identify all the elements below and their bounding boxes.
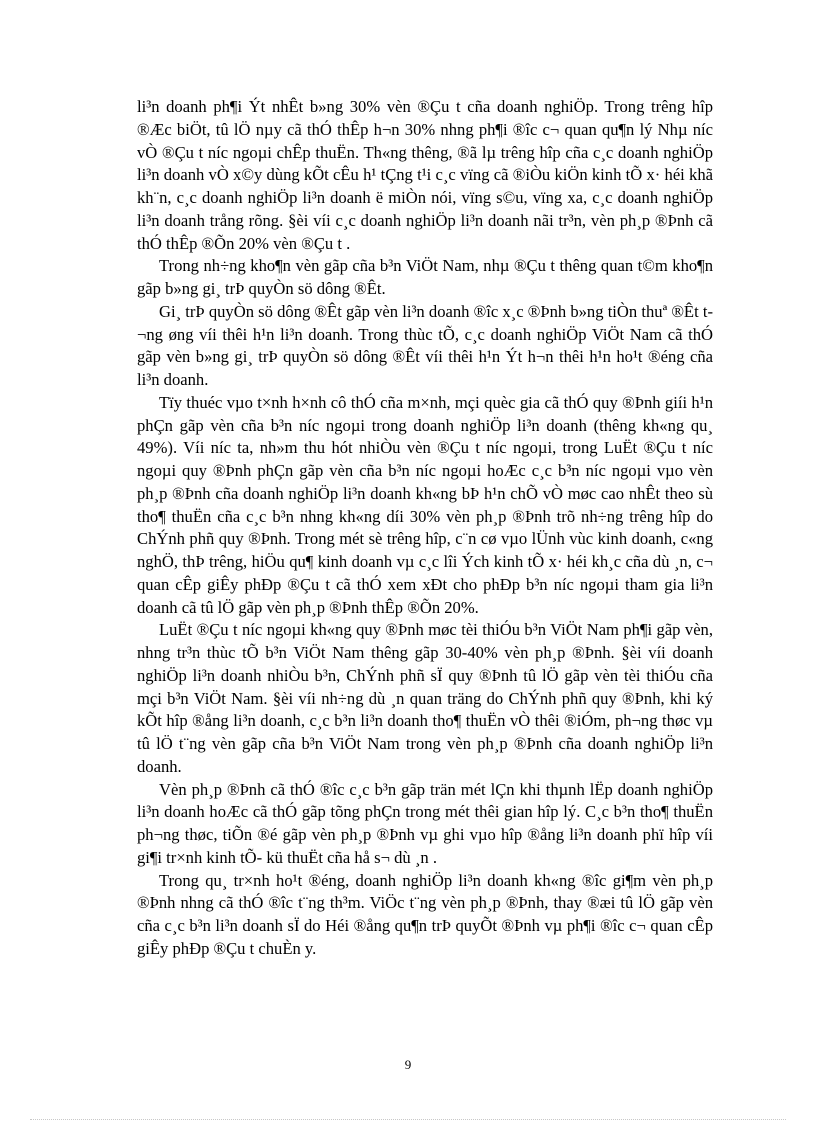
paragraph-5: LuËt ®Çu t níc ngoµi kh«ng quy ®Þnh møc tèi thiÓu b³n ViÖt Nam ph¶i gãp vèn, nhng tr³n thùc tÕ b³n ViÖt Nam thêng gãp 30-40% vèn ph¸p ®Þnh. §èi víi doanh nghiÖp li³n doanh nhiÒu b³n, ChÝnh phñ sÏ quy ®Þnh tû lÖ gãp vèn tèi thiÓu cña mçi b³n ViÖt Nam. §èi víi nh÷ng dù ¸n quan träng do ChÝnh phñ quy ®Þnh, khi ký kÕt hîp ®ång li³n doanh, c¸c b³n li³n doanh tho¶ thuËn vÒ thêi ®iÓm, ph¬ng thøc vµ tû lÖ t¨ng vèn gãp cña b³n ViÖt Nam trong vèn ph¸p ®Þnh cña doanh nghiÖp li³n doanh. bbox=[137, 620, 713, 776]
paragraph-6: Vèn ph¸p ®Þnh cã thÓ ®îc c¸c b³n gãp trän mét lÇn khi thµnh lËp doanh nghiÖp li³n doanh hoÆc cã thÓ gãp tõng phÇn trong mét thêi gian hîp lý. C¸c b³n tho¶ thuËn ph¬ng thøc, tiÕn ®é gãp vèn ph¸p ®Þnh vµ ghi vµo hîp ®ång li³n doanh phï hîp víi gi¶i tr×nh kinh tÕ- kü thuËt cña hå s¬ dù ¸n . bbox=[137, 779, 713, 867]
paragraph-2: Trong nh÷ng kho¶n vèn gãp cña b³n ViÖt Nam, nhµ ®Çu t thêng quan t©m kho¶n gãp b»ng gi¸ trÞ quyÒn sö dông ®Êt. bbox=[137, 256, 713, 298]
paragraph-3: Gi¸ trÞ quyÒn sö dông ®Êt gãp vèn li³n doanh ®îc x¸c ®Þnh b»ng tiÒn thuª ®Êt t¬ng øng víi thêi h¹n li³n doanh. Trong thùc tÕ, c¸c doanh nghiÖp ViÖt Nam cã thÓ gãp vèn b»ng gi¸ trÞ quyÒn sö dông ®Êt víi thêi h¹n Ýt h¬n thêi h¹n ho¹t ®éng cña li³n doanh. bbox=[137, 301, 713, 389]
body-text bbox=[137, 96, 713, 961]
paragraph-4: Tïy thuéc vµo t×nh h×nh cô thÓ cña m×nh, mçi quèc gia cã thÓ quy ®Þnh giíi h¹n phÇn gãp vèn cña b³n níc ngoµi trong doanh nghiÖp li³n doanh (thêng kh«ng qu¸ 49%). Víi níc ta, nh»m thu hót nhiÒu vèn ®Çu t níc ngoµi, trong LuËt ®Çu t níc ngoµi quy ®Þnh phÇn gãp vèn cña b³n níc ngoµi hoÆc c¸c b³n níc ngoµi vµo vèn ph¸p ®Þnh cña doanh nghiÖp li³n doanh kh«ng bÞ h¹n chÕ vÒ møc cao nhÊt theo sù tho¶ thuËn cña c¸c b³n nhng kh«ng díi 30% vèn ph¸p ®Þnh trõ nh÷ng trêng hîp do ChÝnh phñ quy ®Þnh. Trong mét sè trêng hîp, c¨n cø vµo lÜnh vùc kinh doanh, c«ng nghÖ, thÞ trêng, hiÖu qu¶ kinh doanh vµ c¸c lîi Ých kinh tÕ x· héi kh¸c cña dù ¸n, c¬ quan cÊp giÊy phÐp ®Çu t cã thÓ xem xÐt cho phÐp b³n níc ngoµi tham gia li³n doanh cã tû lÖ gãp vèn ph¸p ®Þnh thÊp ®Õn 20%. bbox=[137, 392, 713, 617]
paragraph-1: li³n doanh ph¶i Ýt nhÊt b»ng 30% vèn ®Çu t cña doanh nghiÖp. Trong trêng hîp ®Æc biÖt, tû lÖ nµy cã thÓ thÊp h¬n 30% nhng ph¶i ®îc c¬ quan qu¶n lý Nhµ níc vÒ ®Çu t níc ngoµi chÊp thuËn. Th«ng thêng, ®ã lµ trêng hîp cña c¸c doanh nghiÖp li³n doanh vÒ x©y dùng kÕt cÊu h¹ tÇng t¹i c¸c vïng cã ®iÒu kiÖn kinh tÕ x· héi khã kh¨n, c¸c doanh nghiÖp li³n doanh ë miÒn nói, vïng s©u, vïng xa, c¸c doanh nghiÖp li³n doanh trång rõng. §èi víi c¸c doanh nghiÖp li³n doanh nãi tr³n, vèn ph¸p ®Þnh cã thÓ thÊp ®Õn 20% vèn ®Çu t . bbox=[137, 97, 713, 253]
footer-divider bbox=[30, 1119, 786, 1120]
paragraph-7: Trong qu¸ tr×nh ho¹t ®éng, doanh nghiÖp li³n doanh kh«ng ®îc gi¶m vèn ph¸p ®Þnh nhng cã thÓ ®îc t¨ng th³m. ViÖc t¨ng vèn ph¸p ®Þnh, thay ®æi tû lÖ gãp vèn cña c¸c b³n li³n doanh sÏ do Héi ®ång qu¶n trÞ quyÕt ®Þnh vµ ph¶i ®îc c¬ quan cÊp giÊy phÐp ®Çu t chuÈn y. bbox=[137, 870, 713, 958]
page-number: 9 bbox=[404, 1057, 412, 1072]
